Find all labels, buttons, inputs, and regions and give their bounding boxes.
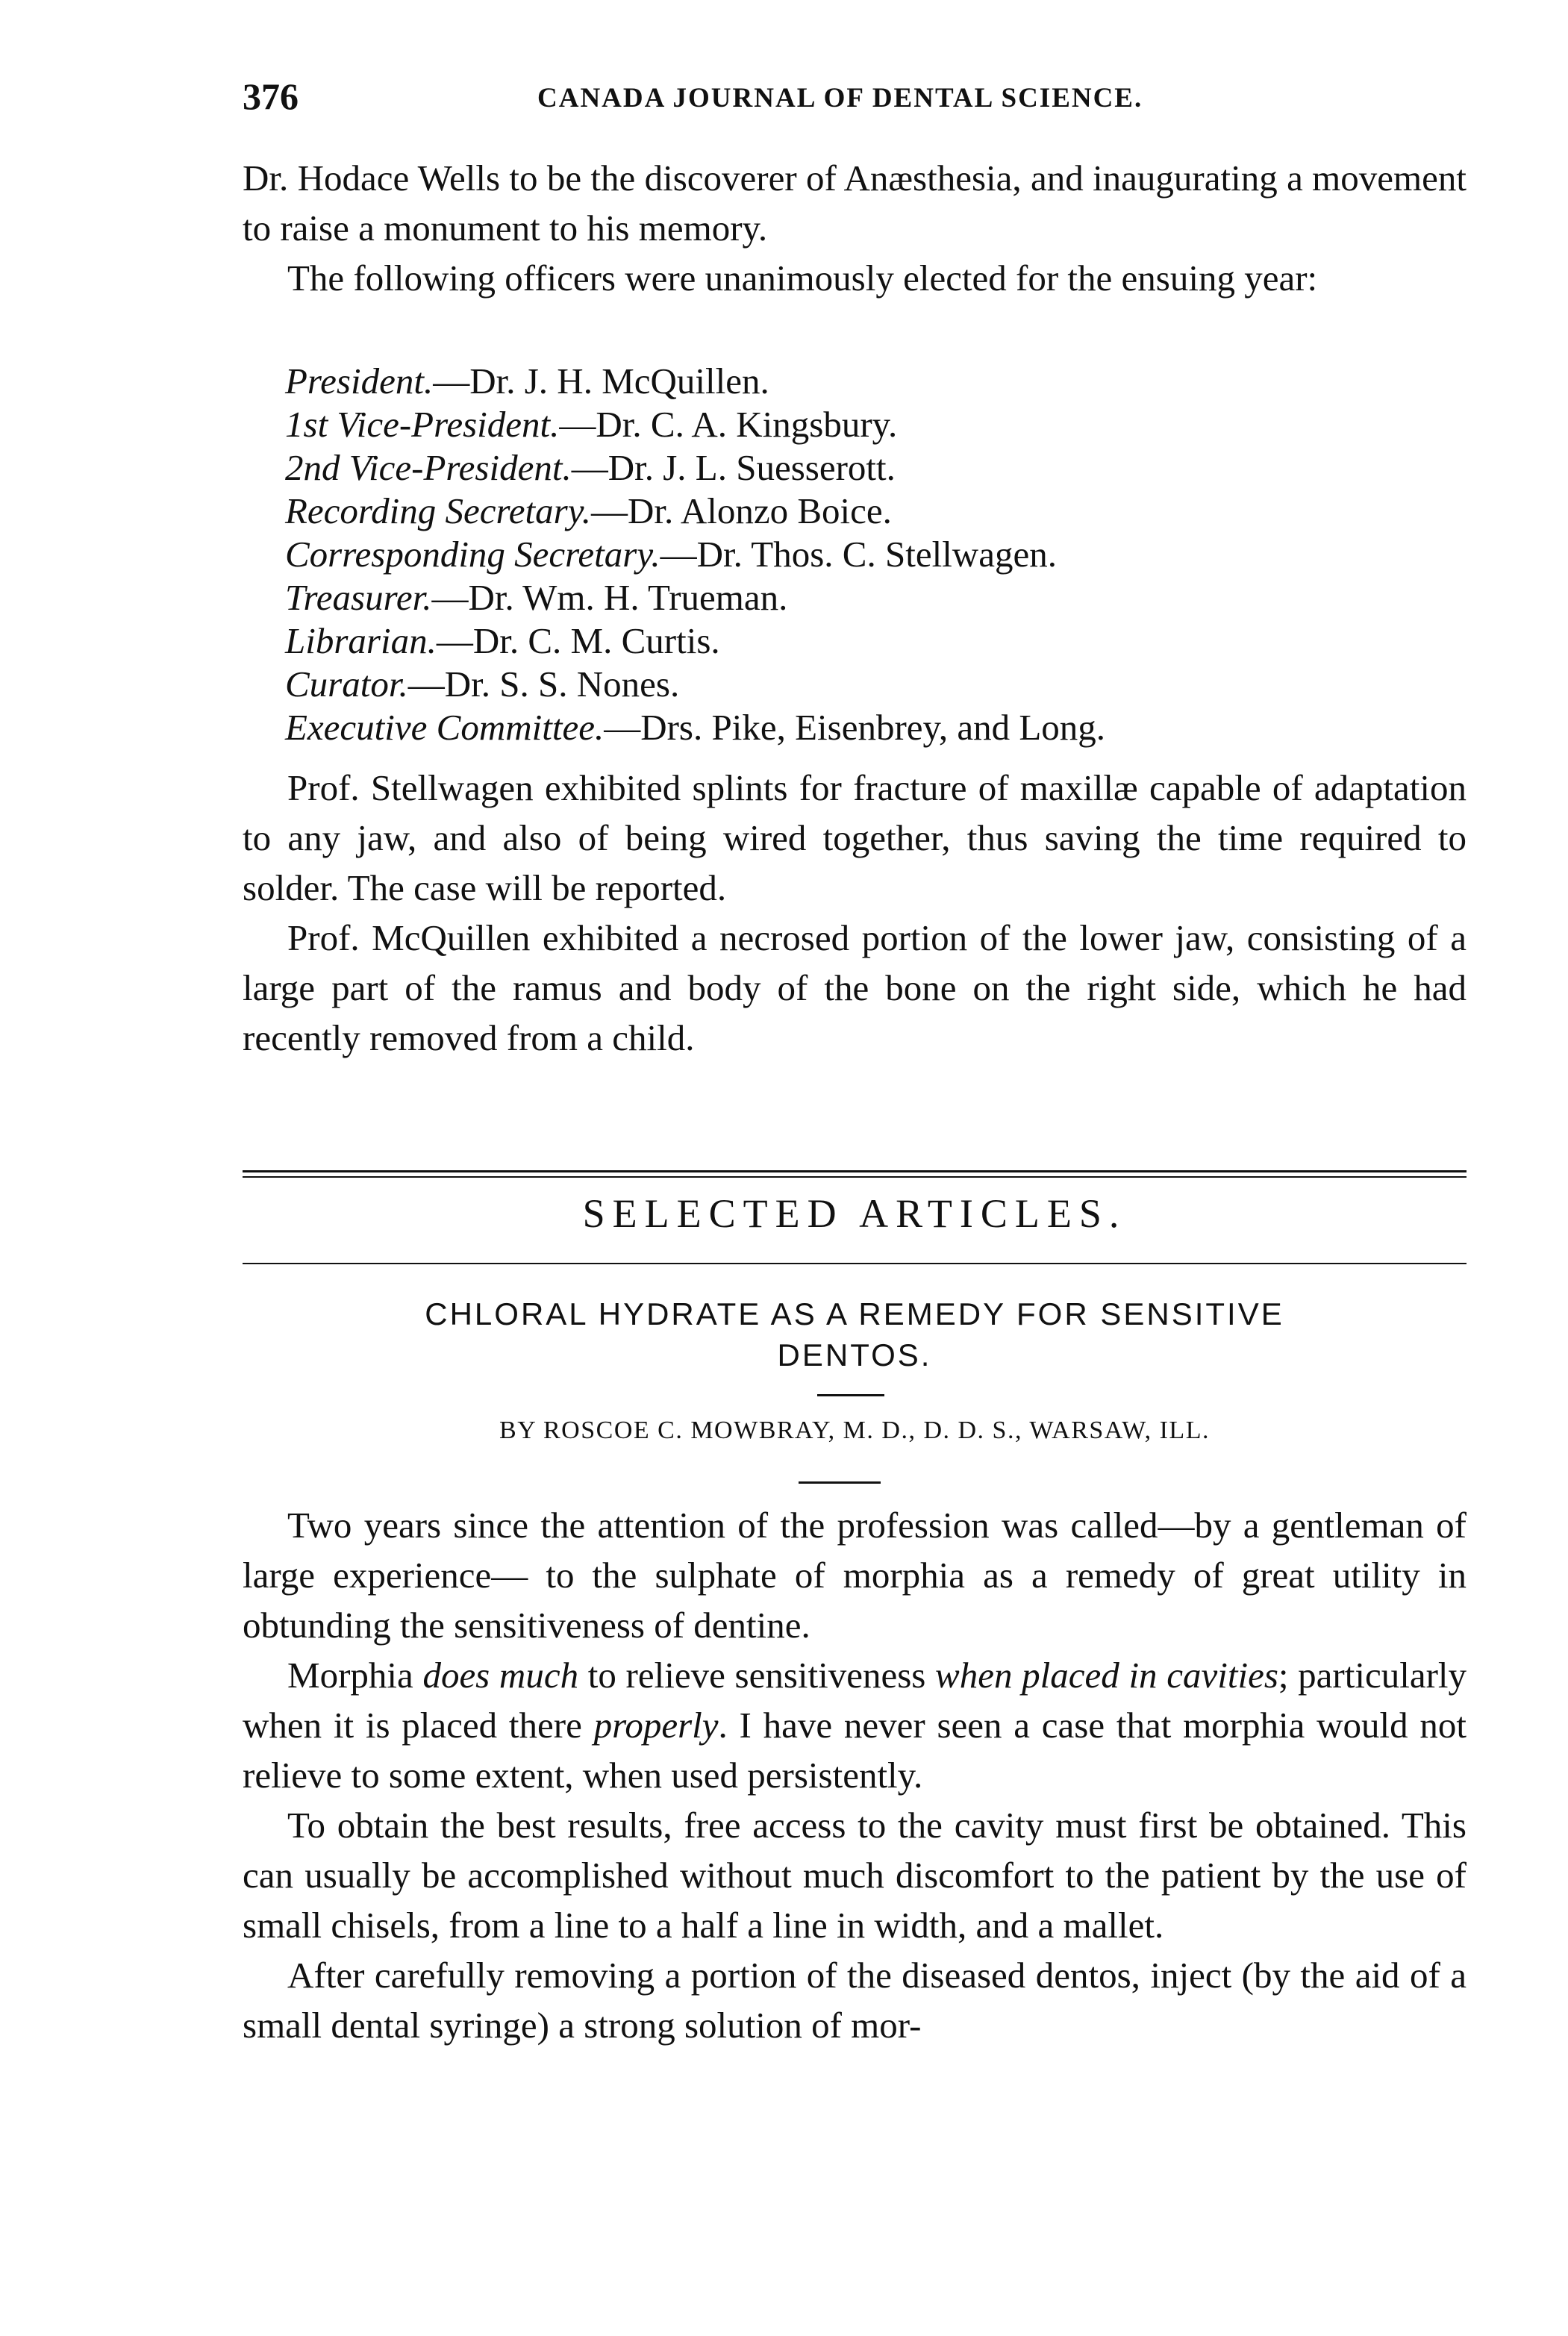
officers-list bbox=[285, 360, 1105, 749]
officer-title: Executive Committee. bbox=[285, 707, 605, 748]
article-paragraph-4: After carefully removing a portion of the diseased dentos, inject (by the aid of a small dental syringe) a strong solution of mor- bbox=[243, 1955, 1467, 2046]
intro-paragraph-1: Dr. Hodace Wells to be the discoverer of Anæsthesia, and inaugurating a movement to raise a monument to his memory. bbox=[243, 157, 1467, 249]
officer-title: Treasurer. bbox=[285, 577, 432, 618]
article-paragraph-3: To obtain the best results, free access to the cavity must first be obtained. This can usually be accomplished without much discomfort to the patient by the use of small chisels, from a line to a half a line in width, and a mallet. bbox=[243, 1805, 1467, 1946]
officer-title: 1st Vice-President. bbox=[285, 404, 560, 445]
report-paragraph-1: Prof. Stellwagen exhibited splints for fracture of maxillæ capable of adaptation to any jaw, and also of being wired together, thus saving the time required to solder. The case will be reported. bbox=[243, 767, 1467, 908]
officer-name: —Dr. C. A. Kingsbury. bbox=[559, 404, 898, 445]
article-paragraph-1: Two years since the attention of the profession was called—by a gentleman of large experience— to the sulphate of morphia as a remedy of great utility in obtunding the sensitiveness of dentine. bbox=[243, 1505, 1467, 1646]
officer-title: President. bbox=[285, 360, 434, 402]
text-run: to relieve sensitiveness bbox=[578, 1655, 936, 1696]
officer-name: —Dr. Alonzo Boice. bbox=[591, 490, 892, 531]
title-divider bbox=[817, 1394, 884, 1396]
running-head: CANADA JOURNAL OF DENTAL SCIENCE. bbox=[537, 83, 1143, 113]
officer-line bbox=[285, 403, 1105, 446]
officer-title: 2nd Vice-President. bbox=[285, 447, 572, 488]
section-title: SELECTED ARTICLES. bbox=[582, 1191, 1127, 1236]
report-paragraph-2: Prof. McQuillen exhibited a necrosed portion of the lower jaw, consisting of a large part of the ramus and body of the bone on the right side, which he had recently removed from a child. bbox=[243, 917, 1467, 1058]
officer-title: Recording Secretary. bbox=[285, 490, 592, 531]
article-title-line-2: DENTOS. bbox=[777, 1337, 932, 1372]
officer-name: —Dr. Wm. H. Trueman. bbox=[431, 577, 788, 618]
officer-title: Librarian. bbox=[285, 620, 437, 661]
emphasis: properly bbox=[593, 1705, 719, 1746]
article-paragraph-2 bbox=[243, 1650, 1467, 1800]
officer-line bbox=[285, 706, 1105, 749]
text-run: Morphia bbox=[287, 1655, 423, 1696]
officer-line bbox=[285, 490, 1105, 533]
officer-line bbox=[285, 576, 1105, 619]
officer-title: Corresponding Secretary. bbox=[285, 534, 660, 575]
section-rule-bottom bbox=[243, 1263, 1467, 1264]
officer-name: —Drs. Pike, Eisenbrey, and Long. bbox=[604, 707, 1106, 748]
reports-text bbox=[243, 763, 1467, 1063]
text-run: . I have never seen a case that morphia would not relieve to some extent, when used persistently. bbox=[243, 1705, 1467, 1796]
article-title-line-1: CHLORAL HYDRATE AS A REMEDY FOR SENSITIVE bbox=[425, 1296, 1284, 1331]
officer-line bbox=[285, 663, 1105, 706]
officer-title: Curator. bbox=[285, 663, 408, 705]
emphasis: does much bbox=[422, 1655, 579, 1696]
officer-name: —Dr. J. L. Suesserott. bbox=[571, 447, 896, 488]
officer-name: —Dr. Thos. C. Stellwagen. bbox=[660, 534, 1057, 575]
officer-name: —Dr. S. S. Nones. bbox=[407, 663, 680, 705]
intro-text bbox=[243, 153, 1467, 303]
officer-line bbox=[285, 360, 1105, 403]
page-number: 376 bbox=[243, 75, 299, 117]
officer-line bbox=[285, 446, 1105, 490]
officer-name: —Dr. C. M. Curtis. bbox=[436, 620, 720, 661]
officer-line bbox=[285, 533, 1105, 576]
officer-line bbox=[285, 619, 1105, 663]
emphasis: when placed in cavities bbox=[935, 1655, 1278, 1696]
byline-divider bbox=[799, 1481, 881, 1484]
section-rule-top-thin bbox=[243, 1176, 1467, 1178]
officer-name: —Dr. J. H. McQuillen. bbox=[433, 360, 769, 402]
article-body bbox=[243, 1500, 1467, 2050]
article-title bbox=[243, 1293, 1467, 1375]
section-rule-top bbox=[243, 1170, 1467, 1172]
intro-paragraph-2: The following officers were unanimously elected for the ensuing year: bbox=[287, 257, 1318, 299]
page-header bbox=[243, 75, 1463, 127]
text-run: ; particularly when it is placed there bbox=[243, 1655, 1467, 1746]
article-byline: BY ROSCOE C. MOWBRAY, M. D., D. D. S., WARSAW, ILL. bbox=[499, 1417, 1210, 1444]
